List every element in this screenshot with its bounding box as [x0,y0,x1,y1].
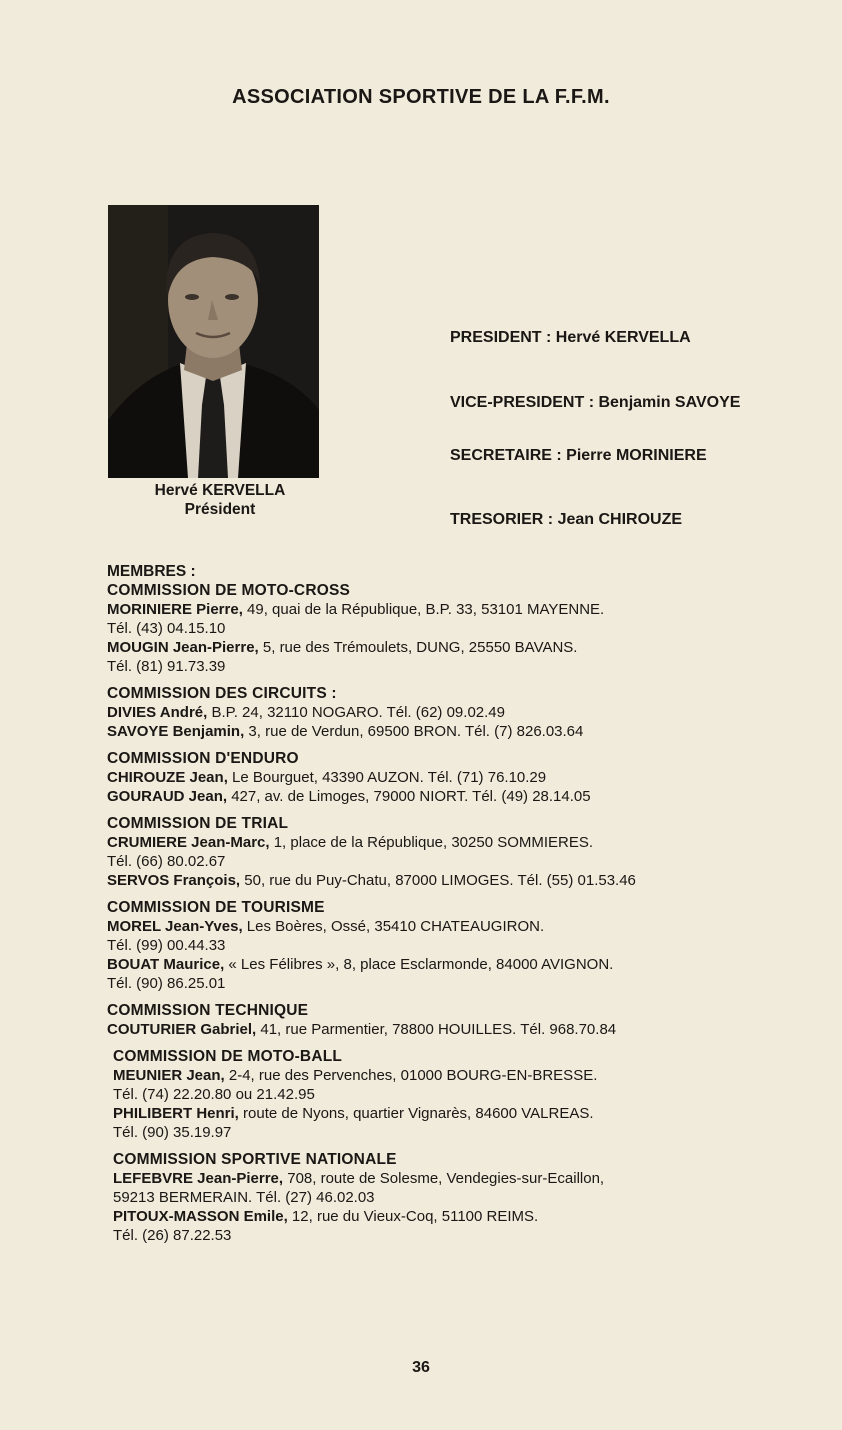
president-photo [108,205,319,478]
member-entry [107,722,827,741]
member-entry [113,1104,827,1142]
member-name: MORINIERE Pierre, [107,601,243,618]
member-entry [107,638,827,676]
member-name: CRUMIERE Jean-Marc, [107,834,270,851]
member-name: PHILIBERT Henri, [113,1105,239,1122]
member-details: « Les Félibres », 8, place Esclarmonde, 84000 AVIGNON. Tél. (90) 86.25.01 [107,956,614,992]
commission-block [107,684,827,741]
commission-block [107,1047,827,1142]
officer-tresorier: TRESORIER : Jean CHIROUZE [450,511,683,528]
portrait-image [108,205,319,478]
officer-name: Pierre MORINIERE [566,447,707,464]
member-details: 427, av. de Limoges, 79000 NIORT. Tél. (49) 28.14.05 [227,788,591,805]
commission-block [107,814,827,890]
officer-name: Hervé KERVELLA [555,329,691,346]
caption-role: Président [184,501,256,518]
members-section [107,562,827,1253]
member-entry [107,833,827,871]
member-name: DIVIES André, [107,704,208,721]
member-details: 2-4, rue des Pervenches, 01000 BOURG-EN-BRESSE. Tél. (74) 22.20.80 ou 21.42.95 [113,1067,598,1103]
member-name: COUTURIER Gabriel, [107,1021,257,1038]
member-entry [107,1020,827,1039]
commission-title: COMMISSION DE TRIAL [107,815,289,832]
member-name: LEFEBVRE Jean-Pierre, [113,1170,284,1187]
member-details: 50, rue du Puy-Chatu, 87000 LIMOGES. Tél. (55) 01.53.46 [240,872,636,889]
member-name: MEUNIER Jean, [113,1067,225,1084]
member-details: 5, rue des Trémoulets, DUNG, 25550 BAVANS. Tél. (81) 91.73.39 [107,639,578,675]
member-entry [113,1169,827,1207]
member-entry [113,1066,827,1104]
member-details: Les Boères, Ossé, 35410 CHATEAUGIRON. Tél. (99) 00.44.33 [107,918,545,954]
commission-title: COMMISSION D'ENDURO [107,750,299,767]
officer-role: SECRETAIRE [450,447,552,464]
member-name: MOUGIN Jean-Pierre, [107,639,259,656]
member-name: CHIROUZE Jean, [107,769,228,786]
member-details: 41, rue Parmentier, 78800 HOUILLES. Tél. 968.70.84 [256,1021,617,1038]
officer-role: TRESORIER [450,511,544,528]
member-entry [107,768,827,787]
member-entry [107,955,827,993]
officer-name: Jean CHIROUZE [557,511,683,528]
page-number: 36 [412,1359,430,1376]
commissions-list [107,581,827,1245]
member-details: 12, rue du Vieux-Coq, 51100 REIMS. Tél. (26) 87.22.53 [113,1208,539,1244]
officer-name: Benjamin SAVOYE [598,394,741,411]
page-title: ASSOCIATION SPORTIVE DE LA F.F.M. [232,86,610,108]
member-details: route de Nyons, quartier Vignarès, 84600 VALREAS. Tél. (90) 35.19.97 [113,1105,594,1141]
officer-secretaire: SECRETAIRE : Pierre MORINIERE [450,447,707,464]
members-label: MEMBRES : [107,563,196,580]
member-details: 49, quai de la République, B.P. 33, 53101 MAYENNE. Tél. (43) 04.15.10 [107,601,605,637]
commission-title: COMMISSION DE MOTO-CROSS [107,582,351,599]
commission-block [107,581,827,676]
officer-president: PRESIDENT : Hervé KERVELLA [450,329,691,346]
member-details: 3, rue de Verdun, 69500 BRON. Tél. (7) 826.03.64 [244,723,584,740]
officer-role: VICE-PRESIDENT [450,394,585,411]
member-name: BOUAT Maurice, [107,956,225,973]
member-entry [107,703,827,722]
member-name: SAVOYE Benjamin, [107,723,245,740]
caption-name: Hervé KERVELLA [154,482,286,499]
member-name: PITOUX-MASSON Emile, [113,1208,288,1225]
member-details: 1, place de la République, 30250 SOMMIERES. Tél. (66) 80.02.67 [107,834,594,870]
member-name: GOURAUD Jean, [107,788,228,805]
commission-block [107,1001,827,1039]
member-details: Le Bourguet, 43390 AUZON. Tél. (71) 76.10.29 [227,769,547,786]
commission-title: COMMISSION TECHNIQUE [107,1002,309,1019]
commission-title: COMMISSION DE MOTO-BALL [113,1048,343,1065]
commission-block [107,1150,827,1245]
member-entry [113,1207,827,1245]
member-details: B.P. 24, 32110 NOGARO. Tél. (62) 09.02.49 [207,704,505,721]
member-name: MOREL Jean-Yves, [107,918,243,935]
member-entry [107,871,827,890]
member-entry [107,600,827,638]
member-details: 708, route de Solesme, Vendegies-sur-Ecaillon, 59213 BERMERAIN. Tél. (27) 46.02.03 [113,1170,605,1206]
commission-block [107,898,827,993]
commission-title: COMMISSION DES CIRCUITS : [107,685,337,702]
photo-caption [108,481,332,519]
commission-title: COMMISSION DE TOURISME [107,899,325,916]
commission-block [107,749,827,806]
member-entry [107,917,827,955]
commission-title: COMMISSION SPORTIVE NATIONALE [113,1151,397,1168]
member-entry [107,787,827,806]
member-name: SERVOS François, [107,872,241,889]
officer-vice-president: VICE-PRESIDENT : Benjamin SAVOYE [450,394,741,411]
officer-role: PRESIDENT [450,329,542,346]
